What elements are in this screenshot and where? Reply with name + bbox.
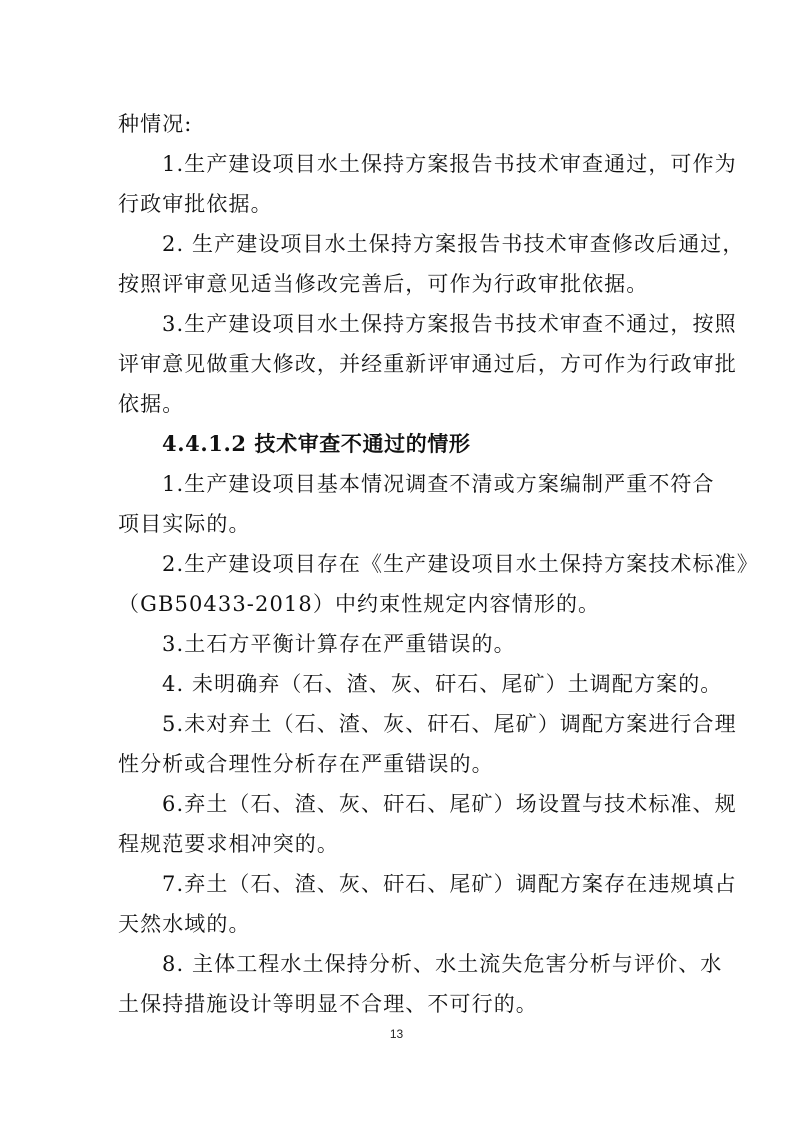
paragraph-line: 2. 生产建设项目水土保持方案报告书技术审查修改后通过，	[162, 232, 745, 256]
paragraph-line: 土保持措施设计等明显不合理、不可行的。	[118, 992, 538, 1016]
paragraph-line: 性分析或合理性分析存在严重错误的。	[118, 752, 494, 776]
paragraph-line: 程规范要求相冲突的。	[118, 832, 339, 856]
paragraph-line: 5.未对弃土（石、渣、灰、矸石、尾矿）调配方案进行合理	[162, 712, 737, 736]
paragraph-line: 1.生产建设项目基本情况调查不清或方案编制严重不符合	[162, 472, 715, 496]
paragraph-line: 8. 主体工程水土保持分析、水土流失危害分析与评价、水	[162, 952, 723, 976]
paragraph-line: 种情况:	[118, 112, 193, 136]
paragraph-line: 3.生产建设项目水土保持方案报告书技术审查不通过，按照	[162, 312, 737, 336]
paragraph-line: 评审意见做重大修改，并经重新评审通过后，方可作为行政审批	[118, 352, 737, 376]
paragraph-line: 行政审批依据。	[118, 192, 273, 216]
paragraph-line: （GB50433-2018）中约束性规定内容情形的。	[118, 592, 601, 616]
page-number: 13	[389, 1027, 404, 1041]
paragraph-line: 项目实际的。	[118, 512, 251, 536]
paragraph-line: 依据。	[118, 392, 185, 416]
paragraph-line: 6.弃土（石、渣、灰、矸石、尾矿）场设置与技术标准、规	[162, 792, 737, 816]
paragraph-line: 4. 未明确弃（石、渣、灰、矸石、尾矿）土调配方案的。	[162, 672, 723, 696]
section-heading: 4.4.1.2 技术审查不通过的情形	[162, 431, 471, 456]
paragraph-line: 天然水域的。	[118, 912, 251, 936]
paragraph-line: 7.弃土（石、渣、灰、矸石、尾矿）调配方案存在违规填占	[162, 872, 737, 896]
paragraph-line: 2.生产建设项目存在《生产建设项目水土保持方案技术标准》	[162, 552, 759, 576]
paragraph-line: 3.土石方平衡计算存在严重错误的。	[162, 632, 516, 656]
paragraph-line: 按照评审意见适当修改完善后，可作为行政审批依据。	[118, 272, 649, 296]
paragraph-line: 1.生产建设项目水土保持方案报告书技术审查通过，可作为	[162, 152, 737, 176]
